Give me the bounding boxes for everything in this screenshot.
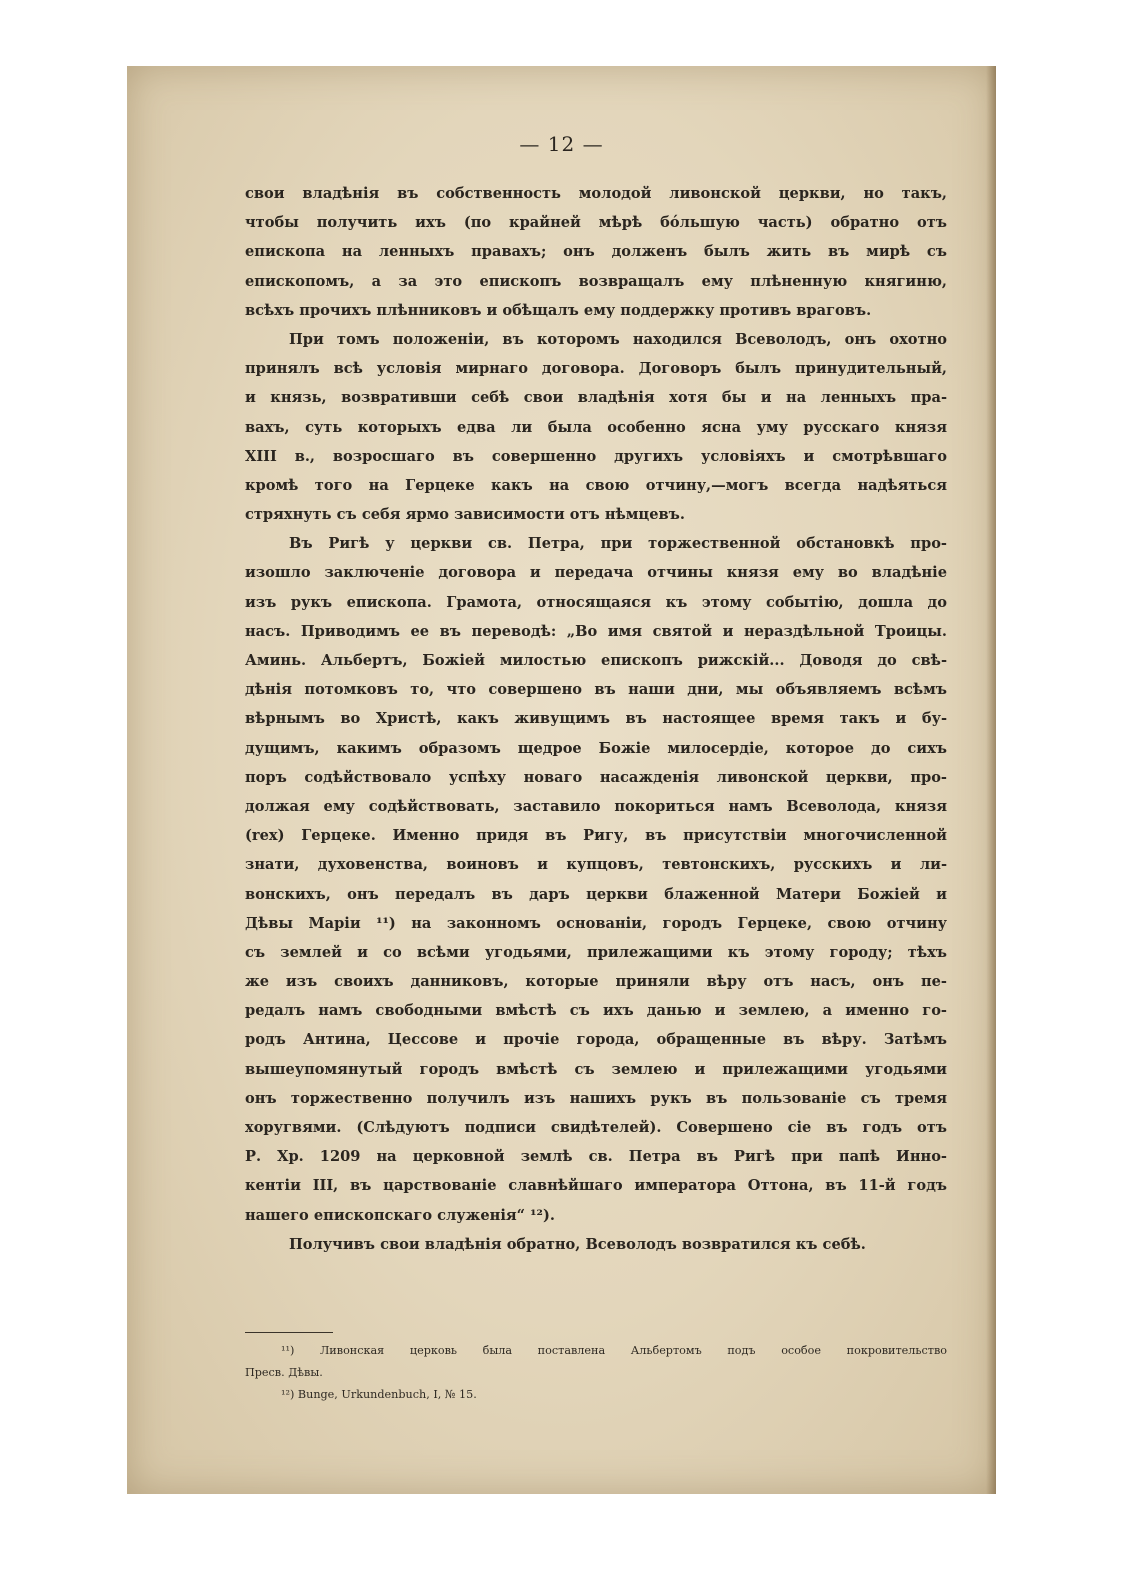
text-line: принялъ всѣ условія мирнаго договора. Договоръ былъ принудительный, — [245, 360, 947, 378]
footnote-line: ¹¹) Ливонская церковь была поставлена Альбертомъ подъ особое покровительство — [281, 1344, 947, 1357]
text-line: вышеупомянутый городъ вмѣстѣ съ землею и прилежащими угодьями — [245, 1060, 947, 1078]
text-line: Р. Хр. 1209 на церковной землѣ св. Петра въ Ригѣ при папѣ Инно- — [245, 1148, 947, 1166]
text-line: вѣрнымъ во Христѣ, какъ живущимъ въ настоящее время такъ и бу- — [245, 710, 947, 728]
text-line: изъ рукъ епископа. Грамота, относящаяся къ этому событію, дошла до — [245, 593, 947, 611]
text-line: редалъ намъ свободными вмѣстѣ съ ихъ данью и землею, а именно го- — [245, 1002, 947, 1020]
text-line: же изъ своихъ данниковъ, которые приняли вѣру отъ насъ, онъ пе- — [245, 973, 947, 991]
text-line: насъ. Приводимъ ее въ переводѣ: „Во имя святой и нераздѣльной Троицы. — [245, 622, 947, 640]
paragraph-start-line: Получивъ свои владѣнія обратно, Всеволодъ возвратился къ себѣ. — [289, 1235, 866, 1253]
text-line: кентіи III, въ царствованіе славнѣйшаго императора Оттона, въ 11-й годъ — [245, 1177, 947, 1195]
text-line: должая ему содѣйствовать, заставило покориться намъ Всеволода, князя — [245, 797, 947, 815]
text-line: XIII в., возросшаго въ совершенно другихъ условіяхъ и смотрѣвшаго — [245, 447, 947, 465]
text-line: всѣхъ прочихъ плѣнниковъ и обѣщалъ ему поддержку противъ враговъ. — [245, 301, 872, 319]
page-edge-shadow — [986, 66, 996, 1494]
text-line: свои владѣнія въ собственность молодой ливонской церкви, но такъ, — [245, 185, 947, 202]
text-line: знати, духовенства, воиновъ и купцовъ, тевтонскихъ, русскихъ и ли- — [245, 856, 947, 874]
text-line: вахъ, суть которыхъ едва ли была особенно ясна уму русскаго князя — [245, 418, 947, 436]
paragraph-start-line: Въ Ригѣ у церкви св. Петра, при торжественной обстановкѣ про- — [289, 535, 947, 553]
text-line: родъ Антина, Цессове и прочіе города, обращенные въ вѣру. Затѣмъ — [245, 1031, 947, 1049]
footnotes — [245, 1340, 947, 1406]
text-line: поръ содѣйствовало успѣху новаго насажденія ливонской церкви, про- — [245, 768, 947, 786]
text-line: (rex) Герцеке. Именно придя въ Ригу, въ присутствіи многочисленной — [245, 827, 947, 845]
text-line: дущимъ, какимъ образомъ щедрое Божіе милосердіе, которое до сихъ — [245, 739, 947, 757]
body-text — [245, 179, 947, 1259]
footnote-line: Пресв. Дѣвы. — [245, 1366, 323, 1379]
text-line: Аминь. Альбертъ, Божіей милостью епископъ рижскій... Доводя до свѣ- — [245, 652, 947, 669]
page-number: — 12 — — [519, 132, 604, 156]
text-line: вонскихъ, онъ передалъ въ даръ церкви блаженной Матери Божіей и — [245, 885, 947, 903]
paragraph-start-line: При томъ положеніи, въ которомъ находился Всеволодъ, онъ охотно — [289, 330, 947, 348]
text-line: дѣнія потомковъ то, что совершено въ наши дни, мы объявляемъ всѣмъ — [245, 681, 947, 699]
text-line: чтобы получить ихъ (по крайней мѣрѣ бóльшую часть) обратно отъ — [245, 214, 947, 232]
text-line: нашего епископскаго служенія“ ¹²). — [245, 1206, 555, 1224]
text-line: епископомъ, а за это епископъ возвращалъ ему плѣненную княгиню, — [245, 272, 947, 290]
text-line: изошло заключеніе договора и передача отчины князя ему во владѣніе — [245, 564, 947, 582]
text-line: стряхнуть съ себя ярмо зависимости отъ нѣмцевъ. — [245, 506, 685, 524]
text-line: Дѣвы Маріи ¹¹) на законномъ основаніи, городъ Герцеке, свою отчину — [245, 914, 947, 932]
text-line: кромѣ того на Герцеке какъ на свою отчину,—могъ всегда надѣяться — [245, 476, 947, 494]
text-line: онъ торжественно получилъ изъ нашихъ рукъ въ пользованіе съ тремя — [245, 1089, 947, 1107]
text-line: съ землей и со всѣми угодьями, прилежащими къ этому городу; тѣхъ — [245, 943, 947, 961]
text-line: епископа на ленныхъ правахъ; онъ долженъ былъ жить въ мирѣ съ — [245, 243, 947, 261]
footnote-line: ¹²) Bunge, Urkundenbuch, I, № 15. — [281, 1388, 477, 1401]
scanned-page — [127, 66, 996, 1494]
text-line: и князь, возвративши себѣ свои владѣнія хотя бы и на ленныхъ пра- — [245, 389, 947, 407]
text-line: хоругвями. (Слѣдуютъ подписи свидѣтелей). Совершено сіе въ годъ отъ — [245, 1119, 947, 1136]
footnote-divider — [245, 1332, 333, 1333]
